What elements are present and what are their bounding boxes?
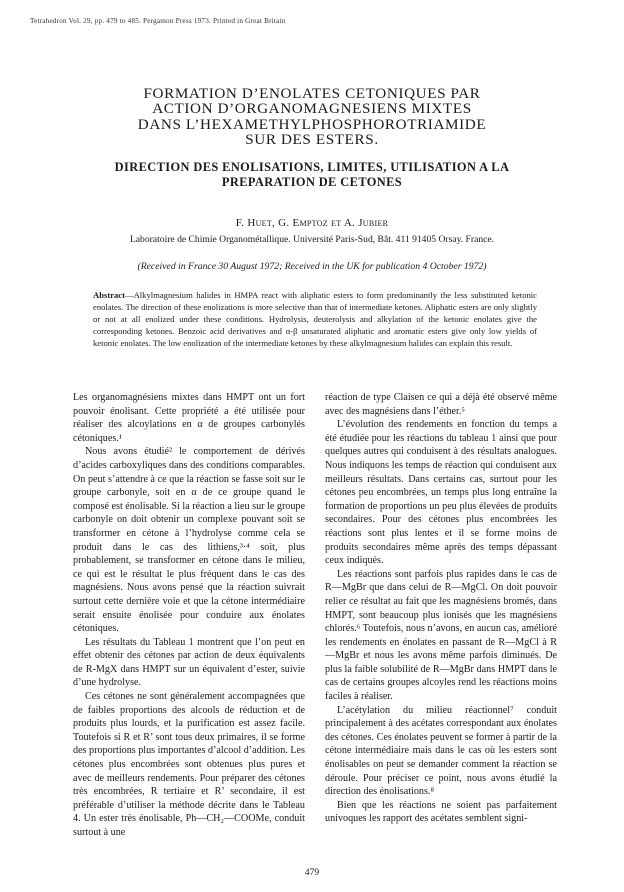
paragraph: Les réactions sont parfois plus rapides dans le cas de R—MgBr que dans celui de R—MgCl. On doit pouvoir relier ce résultat au fait que les magnésiens bromés, dans HMPT, sont beaucoup plus ionisés que les magnésiens chlorés.⁶ Toutefois, nous n’avons, en aucun cas, amélioré les rendements en énolates en passant de R—MgCl à R—MgBr et nous les avons même parfois diminués. De plus la faible solubilité de R—MgBr dans HMPT dans le cas de certains groupes alcoyles rend les réactions moins faciles à réaliser. [325,568,557,703]
running-head: Tetrahedron Vol. 29, pp. 479 to 485. Pergamon Press 1973. Printed in Great Britain [30,17,286,25]
title-line: FORMATION D’ENOLATES CETONIQUES PAR [143,85,481,102]
paragraph: L’acétylation du milieu réactionnel⁷ conduit principalement à des acétates correspondant aux énolates des cétones. Ces énolates peuvent se former à partir de la cétone intermédiaire mais dans le cas où les esters sont énolisables on peut se demander comment la réaction se déroule. Pour préciser ce point, nous avons étudié la direction des énolisations.⁸ [325,704,557,798]
article-title [60,86,564,148]
paragraph: Les résultats du Tableau 1 montrent que l’on peut en effet obtenir des cétones par action de deux équivalents de R-MgX dans HMPT sur un équivalent d’ester, suivie d’une hydrolyse. [73,636,305,689]
paragraph: Ces cétones ne sont généralement accompagnées que de faibles proportions des alcools de réduction et de produits plus lourds, et la purification est assez facile. Toutefois si R et R’ sont tous deux primaires, il se forme des proportions plus importantes d’alcool d’addition. Les cétones plus encombrées sont obtenues plus pures et avec de meilleurs rendements. Pour préparer des cétones très encombrées, R tertiaire et R’ secondaire, il est préférable d’utiliser la méthode décrite dans le Tableau 4. Un ester très énolisable, Ph—CH₂—COOMe, conduit surtout à une [73,691,305,838]
title-line: ACTION D’ORGANOMAGNESIENS MIXTES [152,100,472,118]
paragraph: Les organomagnésiens mixtes dans HMPT ont un fort pouvoir énolisant. Cette propriété a été utilisée pour réaliser des alcoylations en α de groupes carbonylés cétoniques.¹ [73,392,305,444]
paragraph: réaction de type Claisen ce qui a déjà été observé même avec des magnésiens dans l’éther.⁵ [325,392,557,417]
title-line: DANS L’HEXAMETHYLPHOSPHOROTRIAMIDE [137,115,487,133]
abstract-text: —Alkylmagnesium halides in HMPA react with aliphatic esters to form predominantly the less substituted ketonic enolates. The direction of these enolizations is more selective than that of intermediate ketones. Aliphatic esters are only slightly or not at all enolized under these conditions. Hydrolysis, deuterolysis and alkylation of the ketonic enolates give the corresponding ketones. Benzoic acid derivatives and α-β unsaturated aliphatic and aromatic esters give only low yields of ketonic enolates. The low enolization of the intermediate ketones by these alkylmagnesium halides can explain this result. [93,290,537,348]
right-column [325,391,557,826]
article-subtitle [60,160,564,190]
page-number: 479 [304,868,320,878]
paragraph: L’évolution des rendements en fonction du temps a été étudiée pour les réactions du tableau 1 ainsi que pour quelques autres qui conduisent à des résultats analogues. Nous indiquons les temps de réaction qui conduisent aux meilleurs résultats. Dans certains cas, surtout pour les cétones peu encombrées, un temps plus long entraîne la formation de proportions un peu plus élevées de produits secondaires. Pour des cétones plus encombrées les réactions sont plus lentes et il se forme moins de produits secondaires même après des temps dépassant ceux indiqués. [325,419,557,567]
abstract-label: Abstract [93,290,125,300]
abstract [93,289,537,349]
title-block [60,86,564,190]
authors: F. Huet, G. Emptoz et A. Jubier [235,217,389,229]
subtitle-line: DIRECTION DES ENOLISATIONS, LIMITES, UTILISATION A LA [114,159,510,174]
received-dates: (Received in France 30 August 1972; Received in the UK for publication 4 October 1972) [137,261,487,272]
paragraph: Bien que les réactions ne soient pas parfaitement univoques les rapport des acétates semblent signi- [325,799,557,825]
subtitle-line: PREPARATION DE CETONES [221,174,403,189]
left-column [73,391,305,840]
title-line: SUR DES ESTERS. [245,131,379,149]
paragraph: Nous avons étudié² le comportement de dérivés d’acides carboxyliques dans des conditions comparables. On peut s’attendre à ce que la réaction se fasse soit sur le groupe carbonyle, soit en α de ce groupe quand le composé est énolisable. Si la réaction a lieu sur le groupe carbonyle on doit obtenir un complexe pouvant soit se transformer en cétone à l’hydrolyse comme cela se produit dans le cas des lithiens,³·⁴ soit, plus probablement, se transformer en cétone dans le milieu, ce qui est le résultat le plus fréquent dans le cas des magnésiens. Nous avons pensé que la réaction suivrait surtout cette dernière voie et que la cétone intermédiaire serait ensuite énolisée pour conduire aux énolates cétoniques. [73,446,305,635]
affiliation: Laboratoire de Chimie Organométallique. Université Paris-Sud, Bât. 411 91405 Orsay. France. [129,234,495,245]
